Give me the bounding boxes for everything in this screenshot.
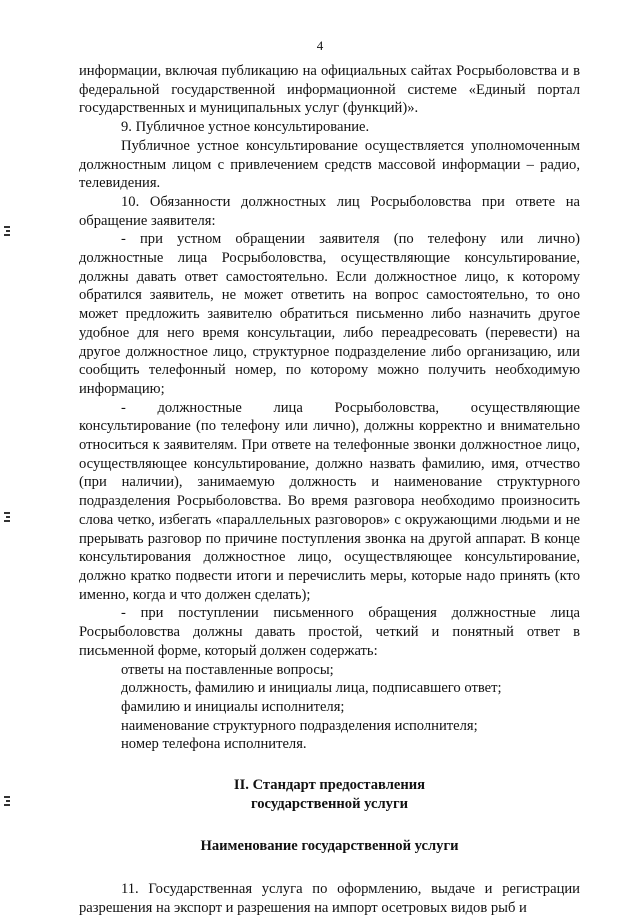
- margin-binding-mark: [4, 512, 11, 526]
- list-item: должность, фамилию и инициалы лица, подписавшего ответ;: [121, 680, 502, 697]
- list-item: фамилию и инициалы исполнителя;: [121, 698, 345, 715]
- page-number: 4: [316, 38, 324, 53]
- margin-binding-mark: [4, 226, 11, 240]
- paragraph-10-official-duties: 10. Обязанности должностных лиц Росрыболовства при ответе на обращение заявителя:: [79, 193, 580, 229]
- margin-binding-mark: [4, 796, 11, 810]
- list-item: наименование структурного подразделения исполнителя;: [121, 717, 478, 734]
- paragraph-oral-request: - при устном обращении заявителя (по телефону или лично) должностные лица Росрыболовства, осуществляющие консультирование, должны давать ответ самостоятельно. Если должностное лицо, к которому обратился заявитель, не может ответить на вопрос самостоятельно, то оно может предложить заявителю обратиться письменно либо назначить другое удобное для него время консультации, либо переадресовать (перевести) на другое должностное лицо, структурное подразделение либо организацию, или сообщить телефонный номер, по которому можно получить необходимую информацию;: [79, 231, 580, 397]
- paragraph-11-service-name: 11. Государственная услуга по оформлению, выдаче и регистрации разрешения на экспорт и разрешения на импорт осетровых видов рыб и: [79, 881, 580, 916]
- paragraph-public-consulting-description: Публичное устное консультирование осуществляется уполномоченным должностным лицом с привлечением средств массовой информации – радио, телевидения.: [79, 137, 580, 192]
- paragraph-info-publication: информации, включая публикацию на официальных сайтах Росрыболовства и в федеральной государственной информационной системе «Единый портал государственных и муниципальных услуг (функций)».: [79, 63, 580, 117]
- section-heading-line-1: II. Стандарт предоставления: [233, 777, 426, 794]
- paragraph-9-public-consulting: 9. Публичное устное консультирование.: [121, 119, 370, 136]
- section-heading-line-2: государственной услуги: [250, 795, 409, 812]
- document-body: [79, 62, 580, 918]
- list-item: номер телефона исполнителя.: [121, 736, 307, 753]
- subsection-heading: Наименование государственной услуги: [200, 838, 459, 855]
- paragraph-phone-conduct: - должностные лица Росрыболовства, осуществляющие консультирование (по телефону или лично), должны корректно и внимательно относиться к заявителям. При ответе на телефонные звонки должностное лицо, осуществляющее консультирование, должно назвать фамилию, имя, отчество (при наличии), занимаемую должность и наименование структурного подразделения Росрыболовства. Во время разговора необходимо произносить слова четко, избегать «параллельных разговоров» с окружающими людьми и не прерывать разговор по причине поступления звонка на другой аппарат. В конце консультирования должностное лицо, осуществляющее консультирование, должно кратко подвести итоги и перечислить меры, которые надо принять (кто именно, когда и что должен сделать);: [79, 399, 580, 603]
- list-item: ответы на поставленные вопросы;: [121, 661, 334, 678]
- paragraph-written-request: - при поступлении письменного обращения должностные лица Росрыболовства должны давать простой, четкий и понятный ответ в письменной форме, который должен содержать:: [79, 605, 580, 659]
